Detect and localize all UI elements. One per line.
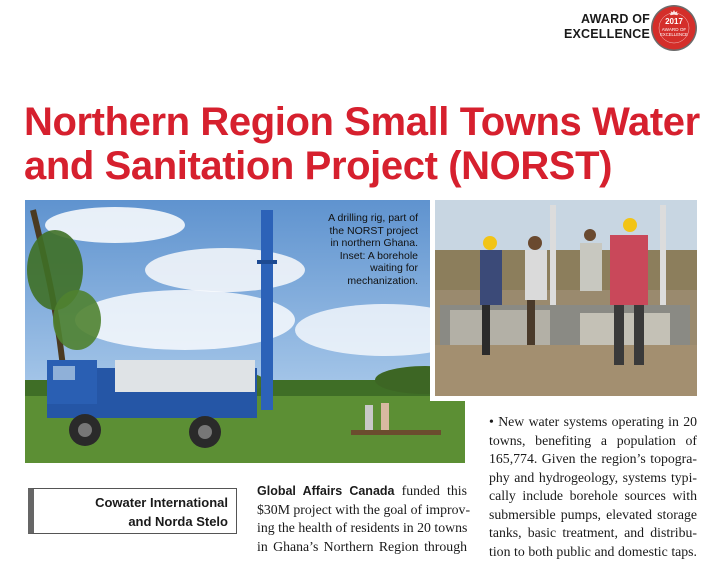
body-text: funded this [394, 483, 467, 498]
title-line-1: Northern Region Small Towns Water [24, 100, 704, 144]
caption-line: A drilling rig, part of [310, 212, 418, 225]
title-line-2: and Sanitation Project (NORST) [24, 144, 704, 188]
award-line-1: AWARD OF [564, 12, 650, 27]
article-title [24, 100, 704, 188]
body-line: • New water systems operating in 20 [489, 413, 697, 432]
seal-line-2: EXCELLENCE [660, 32, 688, 37]
body-line: in Ghana’s Northern Region through [257, 538, 467, 557]
org-line-2: and Norda Stelo [34, 512, 228, 531]
body-line: phy and hydrogeology, systems typi- [489, 469, 697, 488]
funder-name: Global Affairs Canada [257, 484, 394, 498]
award-heading [564, 12, 650, 42]
borehole-inset-photo [430, 195, 702, 401]
seal-line-1: AWARD OF [662, 27, 687, 32]
caption-line: in northern Ghana. [310, 237, 418, 250]
body-line: 165,774. Given the region’s topogra- [489, 450, 697, 469]
body-column-left [257, 482, 467, 556]
body-line: tion to both public and domestic taps. [489, 543, 697, 561]
caption-line: Inset: A borehole [310, 250, 418, 263]
caption-line: waiting for [310, 262, 418, 275]
body-line: tanks, basic treatment, and distribu- [489, 524, 697, 543]
body-line: ing the health of residents in 20 towns [257, 519, 467, 538]
photo-caption [310, 212, 418, 287]
org-line-1: Cowater International [34, 493, 228, 512]
body-line: $30M project with the goal of improv- [257, 501, 467, 520]
seal-year: 2017 [665, 17, 683, 26]
organization-credit [28, 488, 237, 534]
caption-line: mechanization. [310, 275, 418, 288]
caption-line: the NORST project [310, 225, 418, 238]
body-line: towns, benefiting a population of [489, 432, 697, 451]
award-line-2: EXCELLENCE [564, 27, 650, 42]
body-line [257, 482, 467, 501]
award-seal-logo [650, 4, 698, 52]
body-column-right [489, 413, 697, 561]
body-line: submersible pumps, elevated storage [489, 506, 697, 525]
body-line: cally include borehole sources with [489, 487, 697, 506]
